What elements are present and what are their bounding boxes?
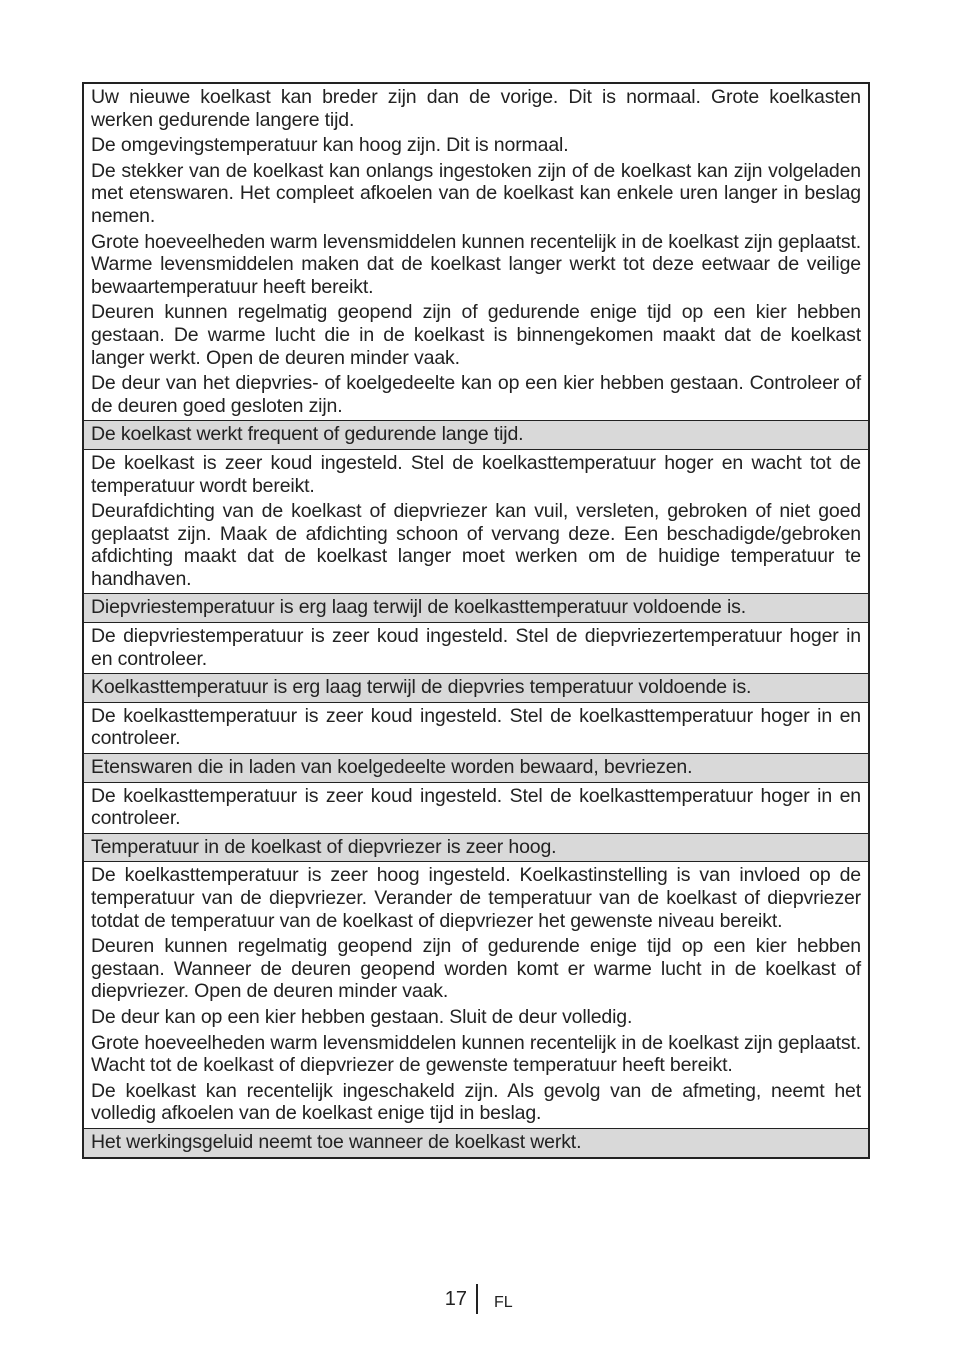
cause-row — [84, 449, 868, 594]
cause-paragraph: Deuren kunnen regelmatig geopend zijn of gedurende enige tijd op een kier hebben gestaan. Wanneer de deuren geopend worden komt er warme lucht in de koelkast of diepvriezer. Open de deuren minder vaak. — [91, 935, 861, 1003]
cause-paragraph: De koelkast is zeer koud ingesteld. Stel de koelkasttemperatuur hoger en wacht tot de temperatuur wordt bereikt. — [91, 451, 861, 497]
symptom-text: De koelkast werkt frequent of gedurende lange tijd. — [91, 423, 524, 446]
cause-paragraph: De deur kan op een kier hebben gestaan. Sluit de deur volledig. — [91, 1005, 633, 1028]
cause-row — [84, 782, 868, 833]
cause-paragraph: Grote hoeveelheden warm levensmiddelen kunnen recentelijk in de koelkast zijn geplaatst. Warme levensmiddelen maken dat de koelkast langer werkt tot deze eetwaar de veilige bewaartemperatuur heeft bereikt. — [91, 230, 861, 298]
cause-paragraph: Uw nieuwe koelkast kan breder zijn dan de vorige. Dit is normaal. Grote koelkasten werken gedurende langere tijd. — [91, 86, 861, 131]
cause-paragraph: De stekker van de koelkast kan onlangs ingestoken zijn of de koelkast kan zijn volgeladen met etenswaren. Het compleet afkoelen van de koelkast kan enkele uren langer in beslag nemen. — [91, 159, 861, 227]
symptom-text: Temperatuur in de koelkast of diepvriezer is zeer hoog. — [91, 835, 557, 858]
symptom-text: Etenswaren die in laden van koelgedeelte worden bewaard, bevriezen. — [91, 756, 693, 779]
troubleshooting-table — [82, 82, 870, 1159]
symptom-row — [84, 1128, 868, 1157]
symptom-text: Het werkingsgeluid neemt toe wanneer de koelkast werkt. — [91, 1130, 582, 1153]
cause-paragraph: De diepvriestemperatuur is zeer koud ingesteld. Stel de diepvriezertemperatuur hoger in en controleer. — [91, 625, 861, 670]
symptom-row — [84, 833, 868, 862]
symptom-row — [84, 753, 868, 782]
cause-row — [84, 702, 868, 753]
cause-paragraph: Deurafdichting van de koelkast of diepvriezer kan vuil, versleten, gebroken of niet goed geplaatst zijn. Maak de afdichting schoon of vervang deze. Een beschadigde/gebroken afdichting maakt dat de koelkast langer moet werken om de huidige temperatuur te handhaven. — [91, 500, 861, 590]
cause-paragraph: De deur van het diepvries- of koelgedeelte kan op een kier hebben gestaan. Controleer of de deuren goed gesloten zijn. — [91, 372, 861, 417]
cause-paragraph: De koelkast kan recentelijk ingeschakeld zijn. Als gevolg van de afmeting, neemt het volledig afkoelen van de koelkast enige tijd in beslag. — [91, 1079, 861, 1125]
symptom-row — [84, 593, 868, 622]
symptom-row — [84, 673, 868, 702]
symptom-text: Diepvriestemperatuur is erg laag terwijl de koelkasttemperatuur voldoende is. — [91, 596, 747, 619]
cause-paragraph: Grote hoeveelheden warm levensmiddelen kunnen recentelijk in de koelkast zijn geplaatst. Wacht tot de koelkast of diepvriezer de gewenste temperatuur heeft bereikt. — [91, 1031, 861, 1077]
cause-row — [84, 84, 868, 420]
footer-divider — [476, 1284, 478, 1314]
page-footer — [0, 1284, 954, 1318]
cause-paragraph: De omgevingstemperatuur kan hoog zijn. Dit is normaal. — [91, 134, 569, 157]
cause-paragraph: Deuren kunnen regelmatig geopend zijn of gedurende enige tijd op een kier hebben gestaan. De warme lucht die in de koelkast is binnengekomen maakt dat de koelkast langer werkt. Open de deuren minder vaak. — [91, 301, 861, 369]
cause-paragraph: De koelkasttemperatuur is zeer hoog ingesteld. Koelkastinstelling is van invloed op de temperatuur van de diepvriezer. Verander de temperatuur van de koelkast of diepvriezer totdat de temperatuur van de koelkast of diepvriezer het gewenste niveau bereikt. — [91, 864, 861, 932]
language-code: FL — [494, 1294, 513, 1311]
cause-paragraph: De koelkasttemperatuur is zeer koud ingesteld. Stel de koelkasttemperatuur hoger in en controleer. — [91, 784, 861, 830]
cause-row — [84, 861, 868, 1128]
cause-paragraph: De koelkasttemperatuur is zeer koud ingesteld. Stel de koelkasttemperatuur hoger in en controleer. — [91, 704, 861, 750]
symptom-text: Koelkasttemperatuur is erg laag terwijl de diepvries temperatuur voldoende is. — [91, 676, 752, 699]
symptom-row — [84, 420, 868, 449]
page-number: 17 — [444, 1288, 467, 1310]
cause-row — [84, 622, 868, 673]
